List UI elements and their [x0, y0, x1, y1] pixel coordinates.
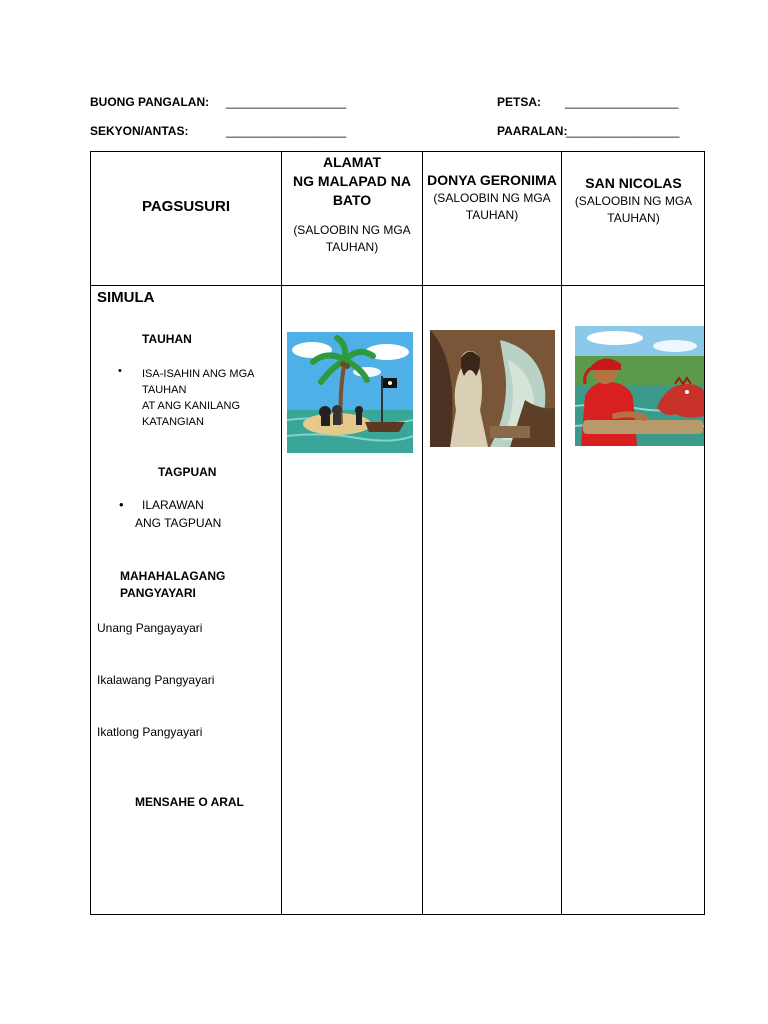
- column-divider: [561, 152, 562, 914]
- event-2: Ikalawang Pangyayari: [97, 673, 215, 687]
- donya-geronima-header: DONYA GERONIMA (SALOOBIN NG MGA TAUHAN): [427, 172, 557, 222]
- date-label: PETSA:: [497, 95, 542, 109]
- events-label: MAHAHALAGANG PANGYAYARI: [120, 569, 226, 600]
- bullet-icon: •: [119, 497, 124, 512]
- header-divider: [91, 285, 704, 286]
- event-1: Unang Pangayayari: [97, 621, 203, 635]
- section-label: SEKYON/ANTAS:: [90, 124, 189, 138]
- tauhan-instruction: ISA-ISAHIN ANG MGA TAUHAN AT ANG KANILANG KATANGIAN: [142, 368, 255, 428]
- name-blank[interactable]: __________________: [226, 95, 347, 109]
- bullet-icon: •: [118, 365, 122, 377]
- simula-label: SIMULA: [97, 289, 155, 306]
- section-blank[interactable]: __________________: [226, 124, 347, 138]
- tagpuan-label: TAGPUAN: [158, 465, 217, 479]
- tagpuan-instruction-line2: ANG TAGPUAN: [135, 516, 222, 530]
- school-label: PAARALAN:: [497, 124, 568, 138]
- san-nicolas-header: SAN NICOLAS (SALOOBIN NG MGA TAUHAN): [574, 175, 693, 225]
- donya-geronima-illustration: [430, 330, 555, 447]
- tagpuan-instruction-line1: ILARAWAN: [142, 498, 204, 512]
- column-divider: [422, 152, 423, 914]
- event-3: Ikatlong Pangyayari: [97, 725, 203, 739]
- column-divider: [281, 152, 282, 914]
- school-blank[interactable]: _________________: [566, 124, 680, 138]
- island-pirates-illustration: [287, 332, 413, 453]
- pagsusuri-header: PAGSUSURI: [141, 198, 231, 215]
- date-blank[interactable]: _________________: [565, 95, 679, 109]
- name-label: BUONG PANGALAN:: [90, 95, 210, 109]
- san-nicolas-illustration: [575, 326, 704, 446]
- message-label: MENSAHE O ARAL: [135, 795, 244, 809]
- tauhan-label: TAUHAN: [142, 332, 192, 346]
- alamat-header: ALAMAT NG MALAPAD NA BATO (SALOOBIN NG MGA TAUHAN): [293, 154, 411, 254]
- analysis-table: [90, 151, 705, 915]
